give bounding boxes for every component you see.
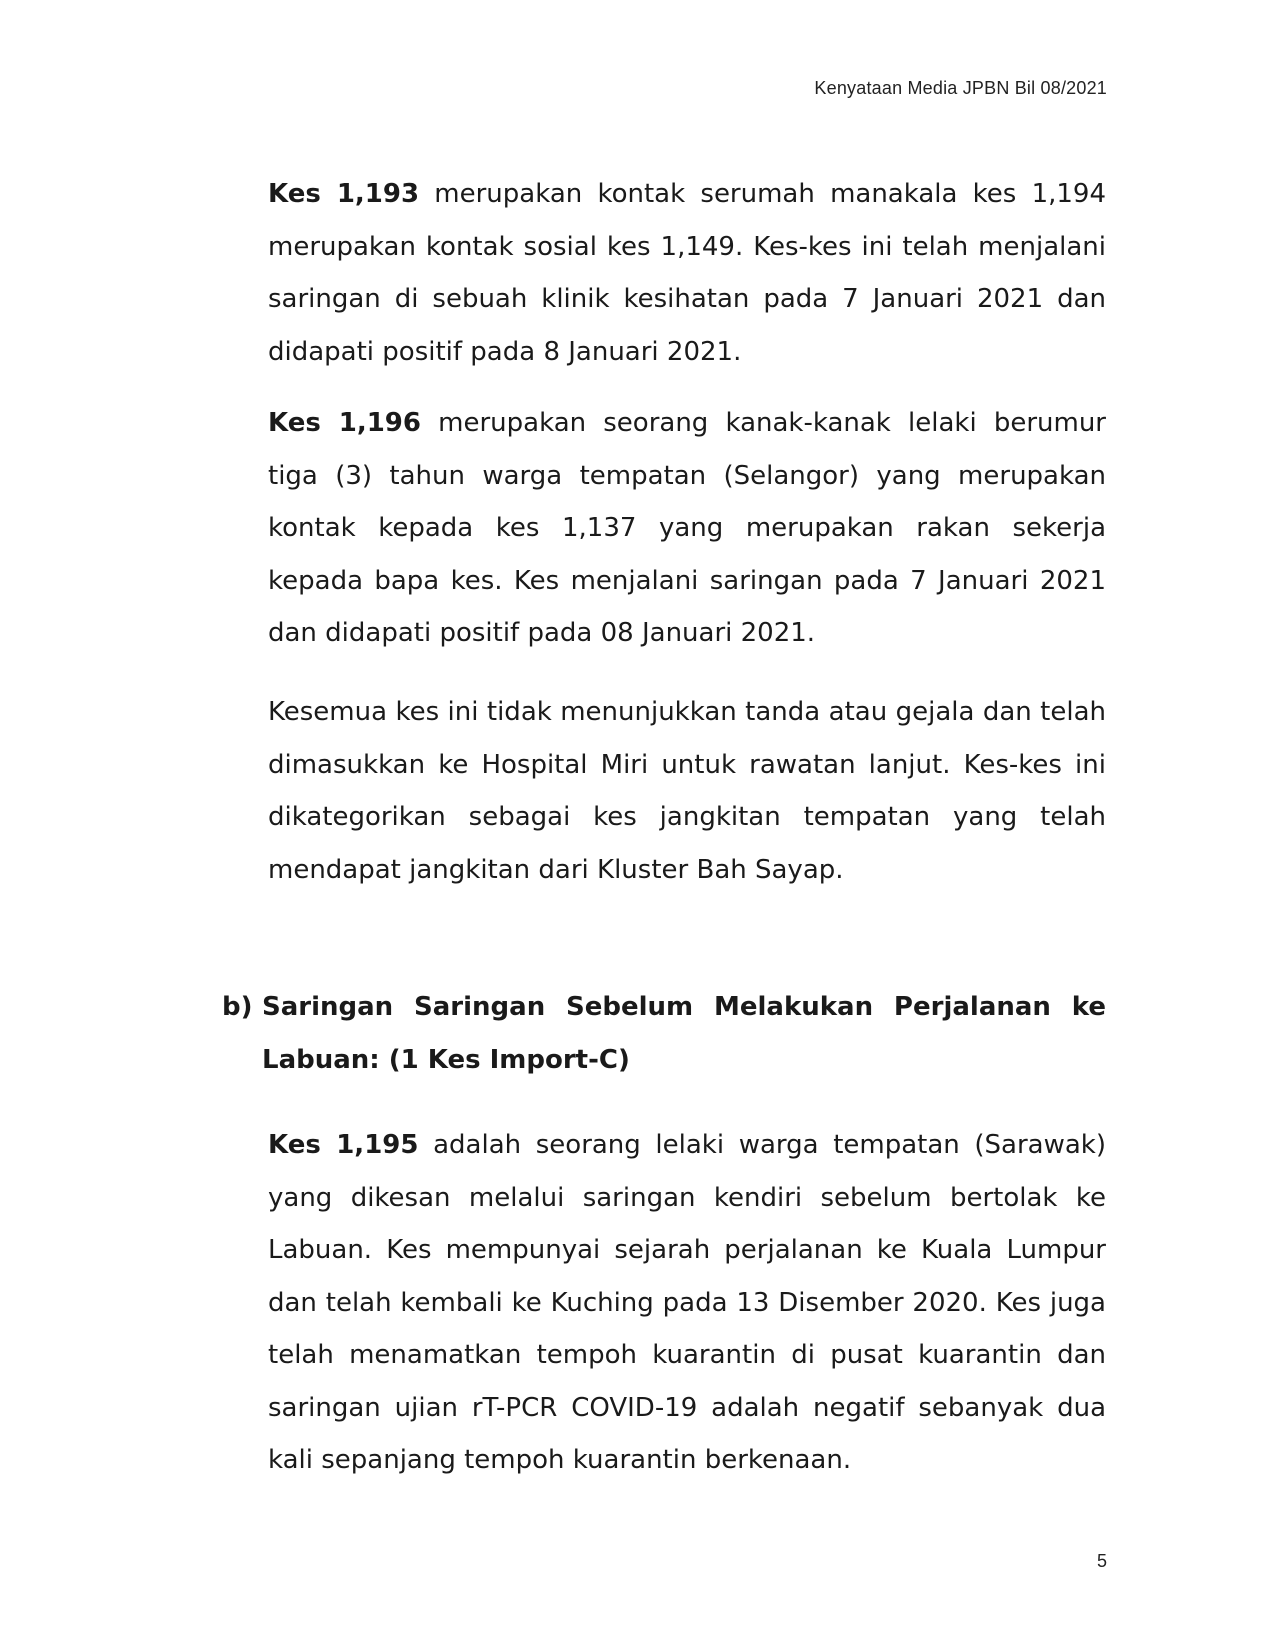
paragraph-kes-1193 (268, 168, 1106, 378)
case-id-bold: Kes 1,193 (268, 179, 420, 209)
section-marker: b) (222, 992, 253, 1022)
page-number: 5 (1096, 1551, 1107, 1571)
section-title: Saringan Saringan Sebelum Melakukan Perjalanan ke Labuan: (1 Kes Import-C) (262, 992, 1106, 1075)
paragraph-summary (268, 686, 1106, 896)
paragraph-text: merupakan seorang kanak-kanak lelaki berumur tiga (3) tahun warga tempatan (Selangor) yang merupakan kontak kepada kes 1,137 yang merupakan rakan sekerja kepada bapa kes. Kes menjalani saringan pada 7 Januari 2021 dan didapati positif pada 08 Januari 2021. (268, 408, 1106, 648)
paragraph-text: adalah seorang lelaki warga tempatan (Sarawak) yang dikesan melalui saringan kendiri sebelum bertolak ke Labuan. Kes mempunyai sejarah perjalanan ke Kuala Lumpur dan telah kembali ke Kuching pada 13 Disember 2020. Kes juga telah menamatkan tempoh kuarantin di pusat kuarantin dan saringan ujian rT-PCR COVID-19 adalah negatif sebanyak dua kali sepanjang tempoh kuarantin berkenaan. (268, 1130, 1107, 1475)
case-id-bold: Kes 1,195 (268, 1130, 419, 1160)
section-b-heading (222, 981, 1106, 1086)
case-id-bold: Kes 1,196 (268, 408, 421, 438)
paragraph-text: Kesemua kes ini tidak menunjukkan tanda atau gejala dan telah dimasukkan ke Hospital Miri untuk rawatan lanjut. Kes-kes ini dikategorikan sebagai kes jangkitan tempatan yang telah mendapat jangkitan dari Kluster Bah Sayap. (268, 697, 1106, 885)
paragraph-kes-1195 (268, 1119, 1106, 1487)
paragraph-kes-1196 (268, 397, 1106, 660)
paragraph-text: merupakan kontak serumah manakala kes 1,194 merupakan kontak sosial kes 1,149. Kes-kes ini telah menjalani saringan di sebuah klinik kesihatan pada 7 Januari 2021 dan didapati positif pada 8 Januari 2021. (268, 179, 1106, 367)
document-header: Kenyataan Media JPBN Bil 08/2021 (814, 78, 1107, 98)
